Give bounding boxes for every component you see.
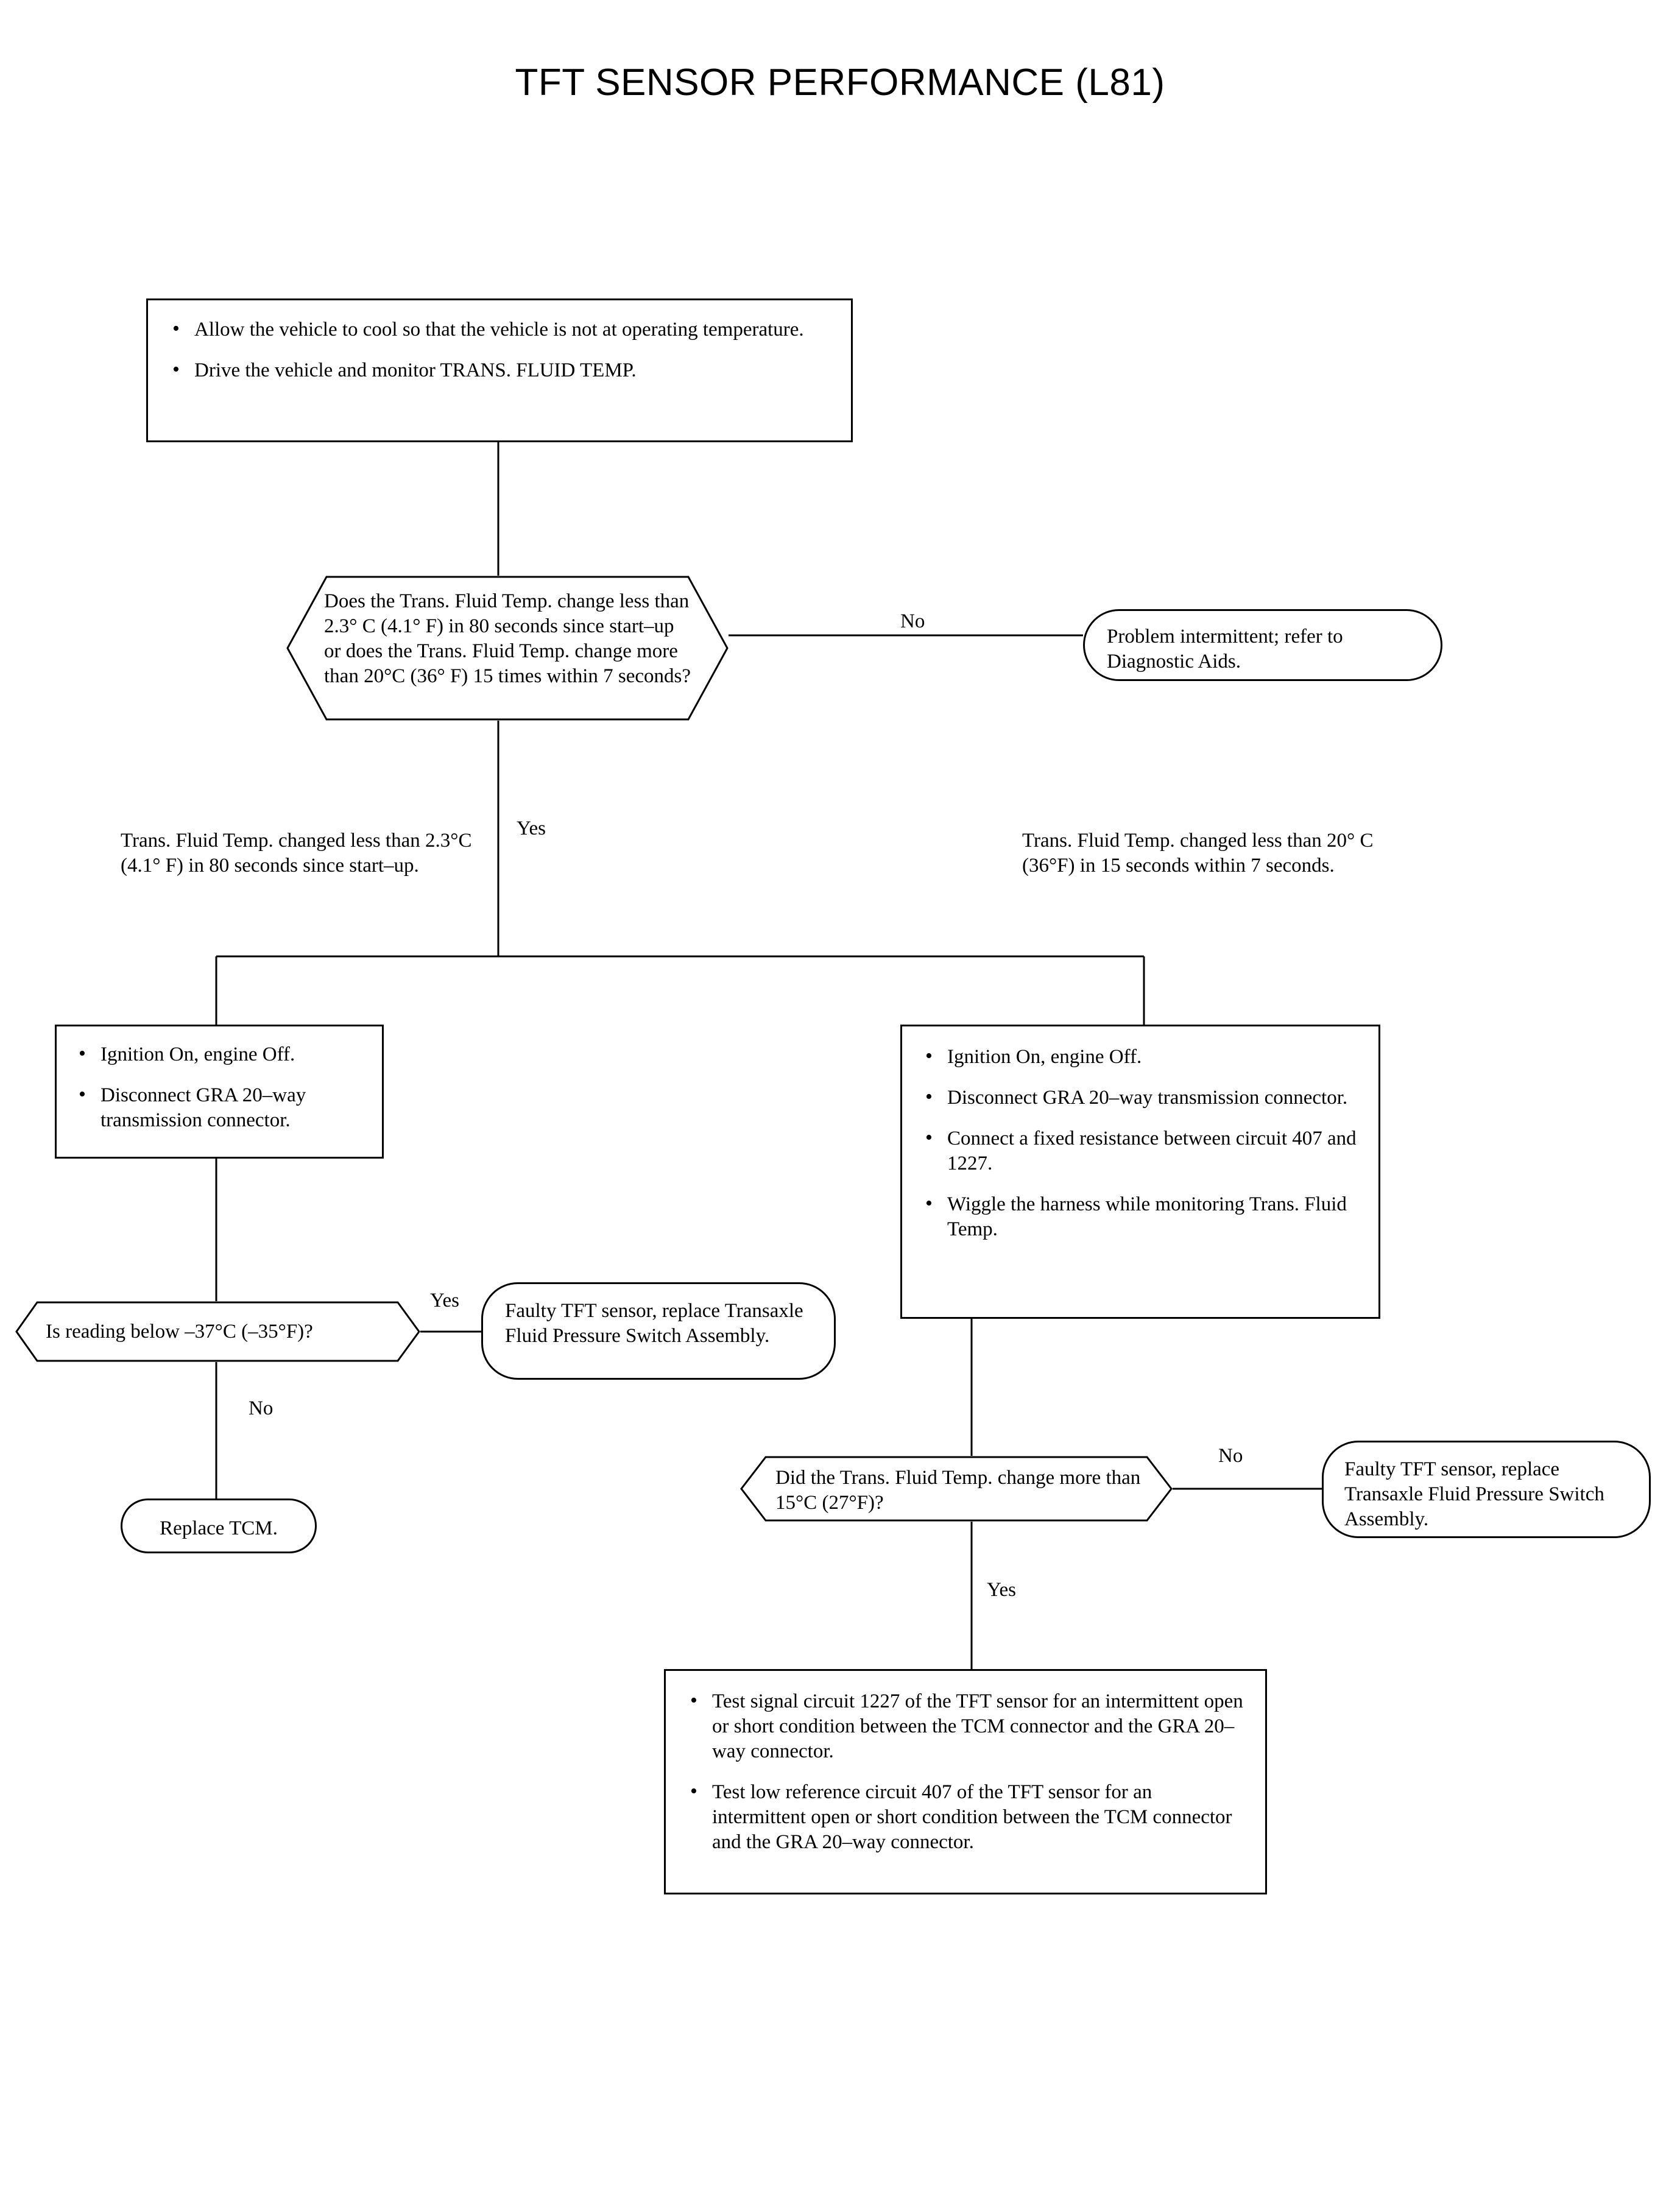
caption-right-condition: Trans. Fluid Temp. changed less than 20° C (36°F) in 15 seconds within 7 seconds. <box>1022 830 1374 877</box>
node-replace-tcm <box>121 1499 317 1553</box>
node-decision-reading-below <box>15 1301 420 1362</box>
decision2-text: Is reading below –37°C (–35°F)? <box>46 1321 313 1343</box>
node-final-circuit-tests <box>664 1669 1267 1894</box>
right-action-bullet-1: • Ignition On, engine Off. <box>916 1045 1365 1070</box>
page-title: TFT SENSOR PERFORMANCE (L81) <box>515 62 1165 104</box>
edge-label-decision3-yes: Yes <box>987 1579 1017 1601</box>
node-right-actions <box>900 1025 1380 1319</box>
replace-tcm-text: Replace TCM. <box>160 1517 278 1539</box>
caption-left-condition: Trans. Fluid Temp. changed less than 2.3°C (4.1° F) in 80 seconds since start–up. <box>121 830 472 877</box>
node-faulty-sensor-left <box>481 1282 836 1380</box>
left-action-bullet-2: • Disconnect GRA 20–way transmission connector. <box>69 1083 370 1133</box>
node-left-actions <box>55 1025 384 1159</box>
final-test-bullet-2: • Test low reference circuit 407 of the TFT sensor for an intermittent open or short condition between the TCM connector and the GRA 20–way connector. <box>680 1780 1251 1855</box>
left-action-bullet-1: • Ignition On, engine Off. <box>69 1042 370 1067</box>
faulty-left-text: Faulty TFT sensor, replace Transaxle Fluid Pressure Switch Assembly. <box>505 1300 803 1347</box>
edge-label-decision2-no: No <box>249 1397 274 1419</box>
final-test-bullet-1: • Test signal circuit 1227 of the TFT sensor for an intermittent open or short condition between the TCM connector and the GRA 20–way connector. <box>680 1689 1251 1764</box>
edge-label-decision3-no: No <box>1218 1445 1243 1467</box>
edge-label-decision1-no: No <box>900 610 925 632</box>
decision3-text: Did the Trans. Fluid Temp. change more than 15°C (27°F)? <box>775 1467 1141 1514</box>
edge-label-decision1-yes: Yes <box>517 817 546 839</box>
right-action-bullet-4: • Wiggle the harness while monitoring Trans. Fluid Temp. <box>916 1192 1365 1242</box>
node-faulty-sensor-right <box>1322 1441 1651 1538</box>
start-bullet-1: • Allow the vehicle to cool so that the vehicle is not at operating temperature. <box>163 317 836 342</box>
start-bullet-2: • Drive the vehicle and monitor TRANS. FLUID TEMP. <box>163 358 836 383</box>
problem-intermittent-text: Problem intermittent; refer to Diagnostic Aids. <box>1107 626 1343 673</box>
right-action-bullet-3: • Connect a fixed resistance between circuit 407 and 1227. <box>916 1126 1365 1176</box>
edge-label-decision2-yes: Yes <box>430 1290 460 1312</box>
faulty-right-text: Faulty TFT sensor, replace Transaxle Fluid Pressure Switch Assembly. <box>1344 1458 1604 1530</box>
decision1-text: Does the Trans. Fluid Temp. change less than 2.3° C (4.1° F) in 80 seconds since start–up or does the Trans. Fluid Temp. change more than 20°C (36° F) 15 times within 7 seconds? <box>324 590 691 687</box>
node-decision-temp-change-15 <box>740 1456 1173 1522</box>
node-decision-temp-change <box>286 576 729 721</box>
right-action-bullet-2: • Disconnect GRA 20–way transmission connector. <box>916 1086 1365 1110</box>
node-problem-intermittent <box>1083 609 1442 681</box>
node-start-instructions <box>146 298 853 442</box>
